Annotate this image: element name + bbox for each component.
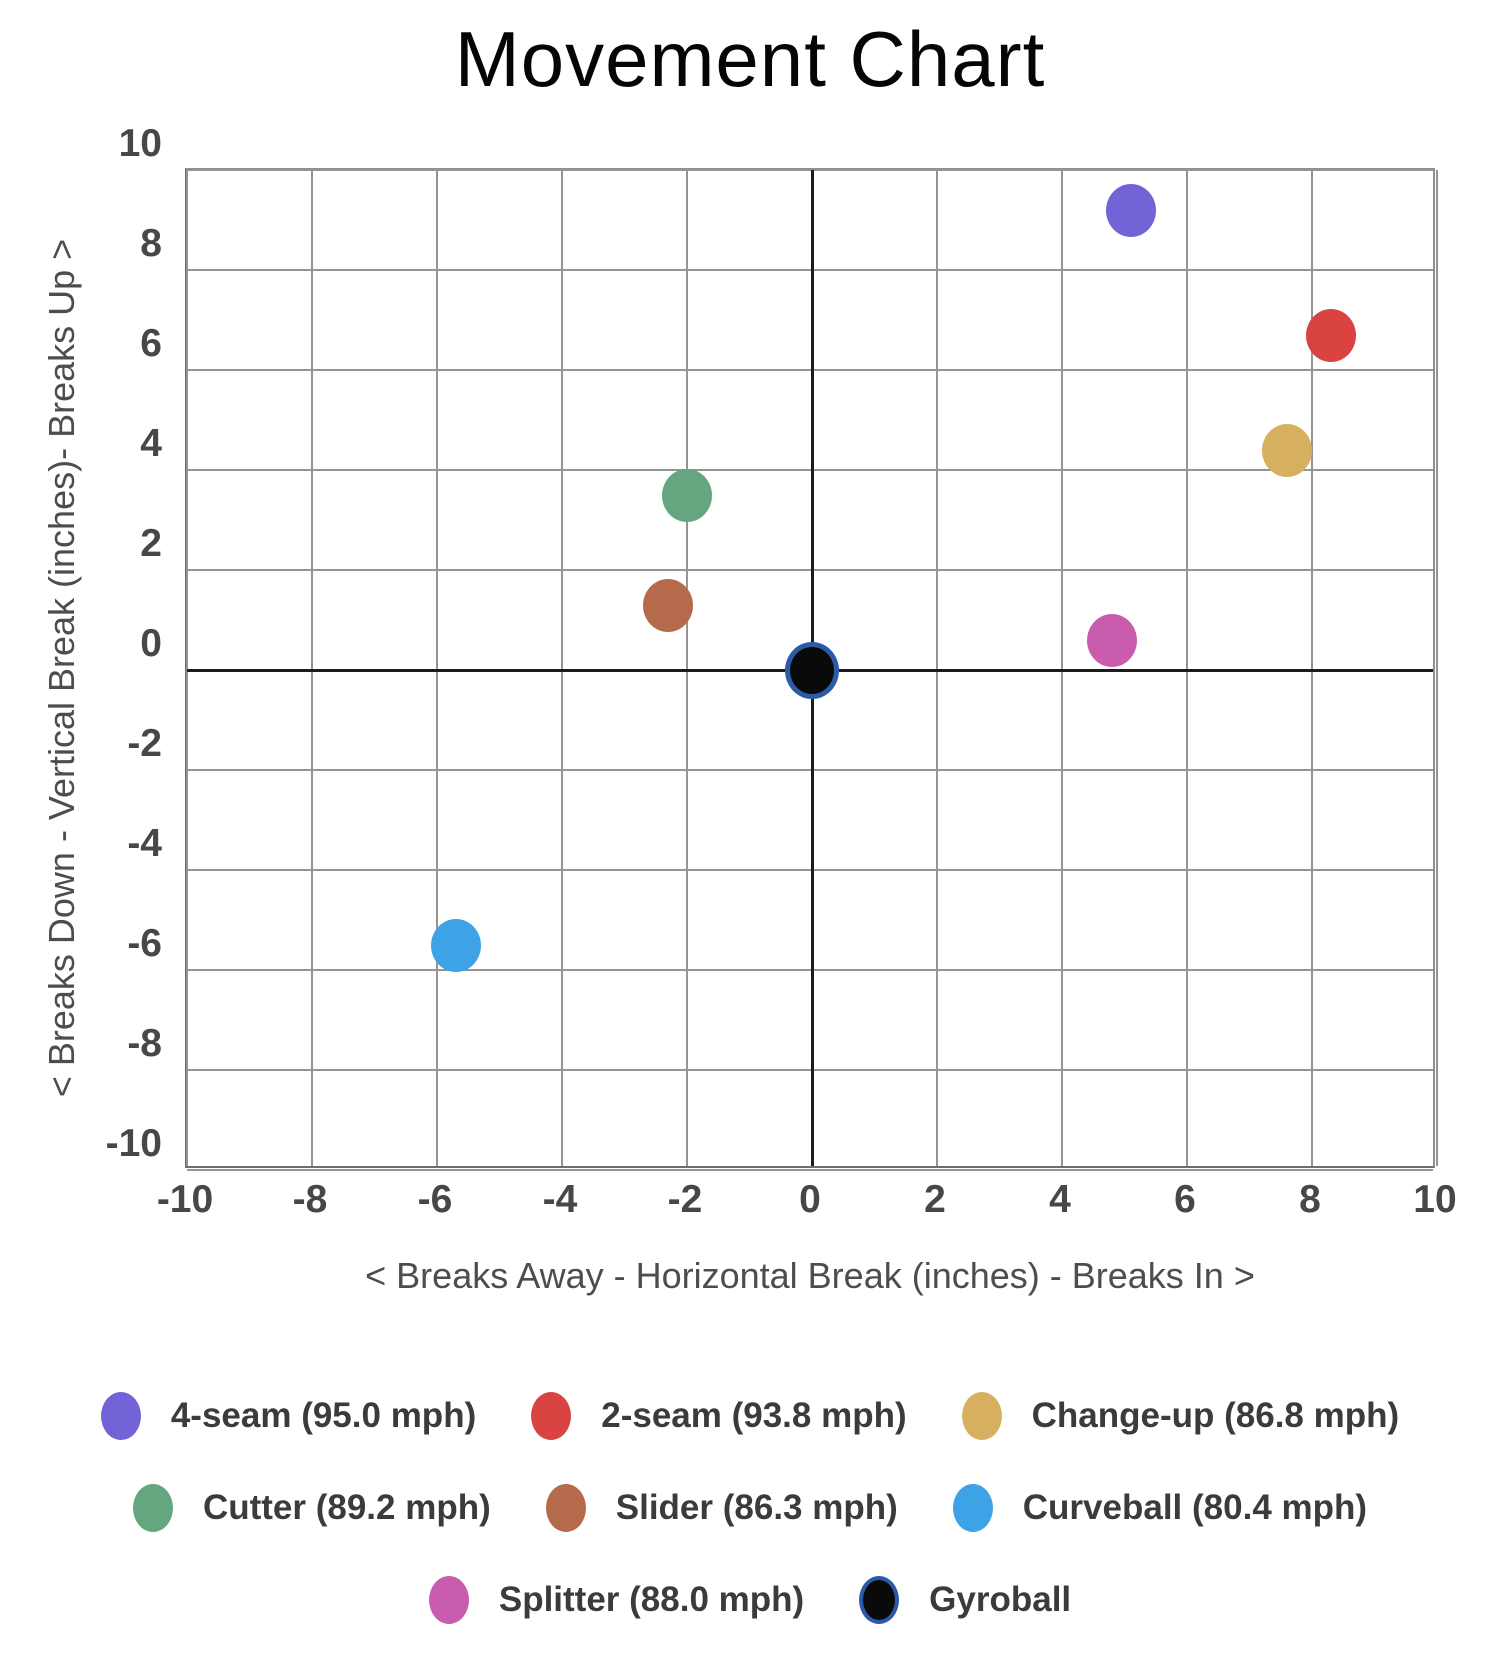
legend-label: Curveball (80.4 mph): [1022, 1488, 1368, 1527]
gridline-x-10: [1436, 170, 1438, 1166]
y-tick-label: -6: [127, 922, 162, 965]
y-tick-label: -2: [127, 722, 162, 765]
legend-item-change-up[interactable]: [962, 1392, 1400, 1440]
legend-label: Change-up (86.8 mph): [1031, 1396, 1400, 1435]
point-slider[interactable]: [643, 579, 693, 632]
legend: [0, 1392, 1500, 1624]
y-tick-label: -10: [105, 1122, 162, 1165]
y-tick-label: 10: [118, 122, 162, 165]
legend-label: Slider (86.3 mph): [615, 1488, 898, 1527]
x-axis-label: < Breaks Away - Horizontal Break (inches) - Breaks In >: [365, 1255, 1255, 1296]
y-tick-label: 8: [140, 222, 162, 265]
y-tick-label: 6: [140, 322, 162, 365]
legend-label: Splitter (88.0 mph): [498, 1580, 805, 1619]
x-tick-label: -2: [667, 1178, 703, 1221]
x-tick-label: 0: [799, 1178, 821, 1221]
point-cutter[interactable]: [662, 469, 712, 522]
legend-item-curveball[interactable]: [953, 1484, 1367, 1532]
legend-swatch-icon: [859, 1576, 899, 1624]
legend-item-splitter[interactable]: [429, 1576, 804, 1624]
legend-swatch-icon: [101, 1392, 141, 1440]
legend-swatch-icon: [429, 1576, 469, 1624]
legend-label: Cutter (89.2 mph): [202, 1488, 491, 1527]
y-tick-label: 0: [140, 622, 162, 665]
point-curveball[interactable]: [431, 919, 481, 972]
legend-item-slider[interactable]: [546, 1484, 898, 1532]
legend-swatch-icon: [546, 1484, 586, 1532]
point-gyroball[interactable]: [785, 642, 839, 699]
point-4-seam[interactable]: [1106, 184, 1156, 237]
y-axis-label: < Breaks Down - Vertical Break (inches)- Breaks Up >: [41, 238, 82, 1098]
x-tick-label: -6: [417, 1178, 453, 1221]
x-tick-label: 2: [924, 1178, 946, 1221]
legend-row: [101, 1392, 1399, 1440]
x-tick-label: 6: [1174, 1178, 1196, 1221]
legend-swatch-icon: [133, 1484, 173, 1532]
legend-item-4-seam[interactable]: [101, 1392, 476, 1440]
legend-swatch-icon: [531, 1392, 571, 1440]
y-tick-label: 2: [140, 522, 162, 565]
legend-item-2-seam[interactable]: [531, 1392, 906, 1440]
x-tick-label: -10: [156, 1178, 214, 1221]
legend-row: [133, 1484, 1367, 1532]
legend-item-gyroball[interactable]: [859, 1576, 1071, 1624]
x-tick-label: 10: [1413, 1178, 1457, 1221]
y-tick-label: -4: [127, 822, 162, 865]
y-tick-label: 4: [140, 422, 162, 465]
legend-item-cutter[interactable]: [133, 1484, 491, 1532]
x-tick-label: 4: [1049, 1178, 1071, 1221]
x-tick-label: -8: [292, 1178, 328, 1221]
plot-area: [185, 168, 1435, 1168]
point-2-seam[interactable]: [1306, 309, 1356, 362]
legend-swatch-icon: [962, 1392, 1002, 1440]
legend-row: [429, 1576, 1071, 1624]
point-splitter[interactable]: [1087, 614, 1137, 667]
point-change-up[interactable]: [1262, 424, 1312, 477]
chart-title: Movement Chart: [454, 15, 1046, 103]
x-tick-label: -4: [542, 1178, 578, 1221]
x-tick-label: 8: [1299, 1178, 1321, 1221]
legend-label: Gyroball: [929, 1580, 1072, 1619]
legend-label: 4-seam (95.0 mph): [170, 1396, 477, 1435]
legend-label: 2-seam (93.8 mph): [601, 1396, 907, 1435]
legend-swatch-icon: [953, 1484, 993, 1532]
y-tick-label: -8: [127, 1022, 162, 1065]
gridline-y--10: [187, 1169, 1433, 1171]
